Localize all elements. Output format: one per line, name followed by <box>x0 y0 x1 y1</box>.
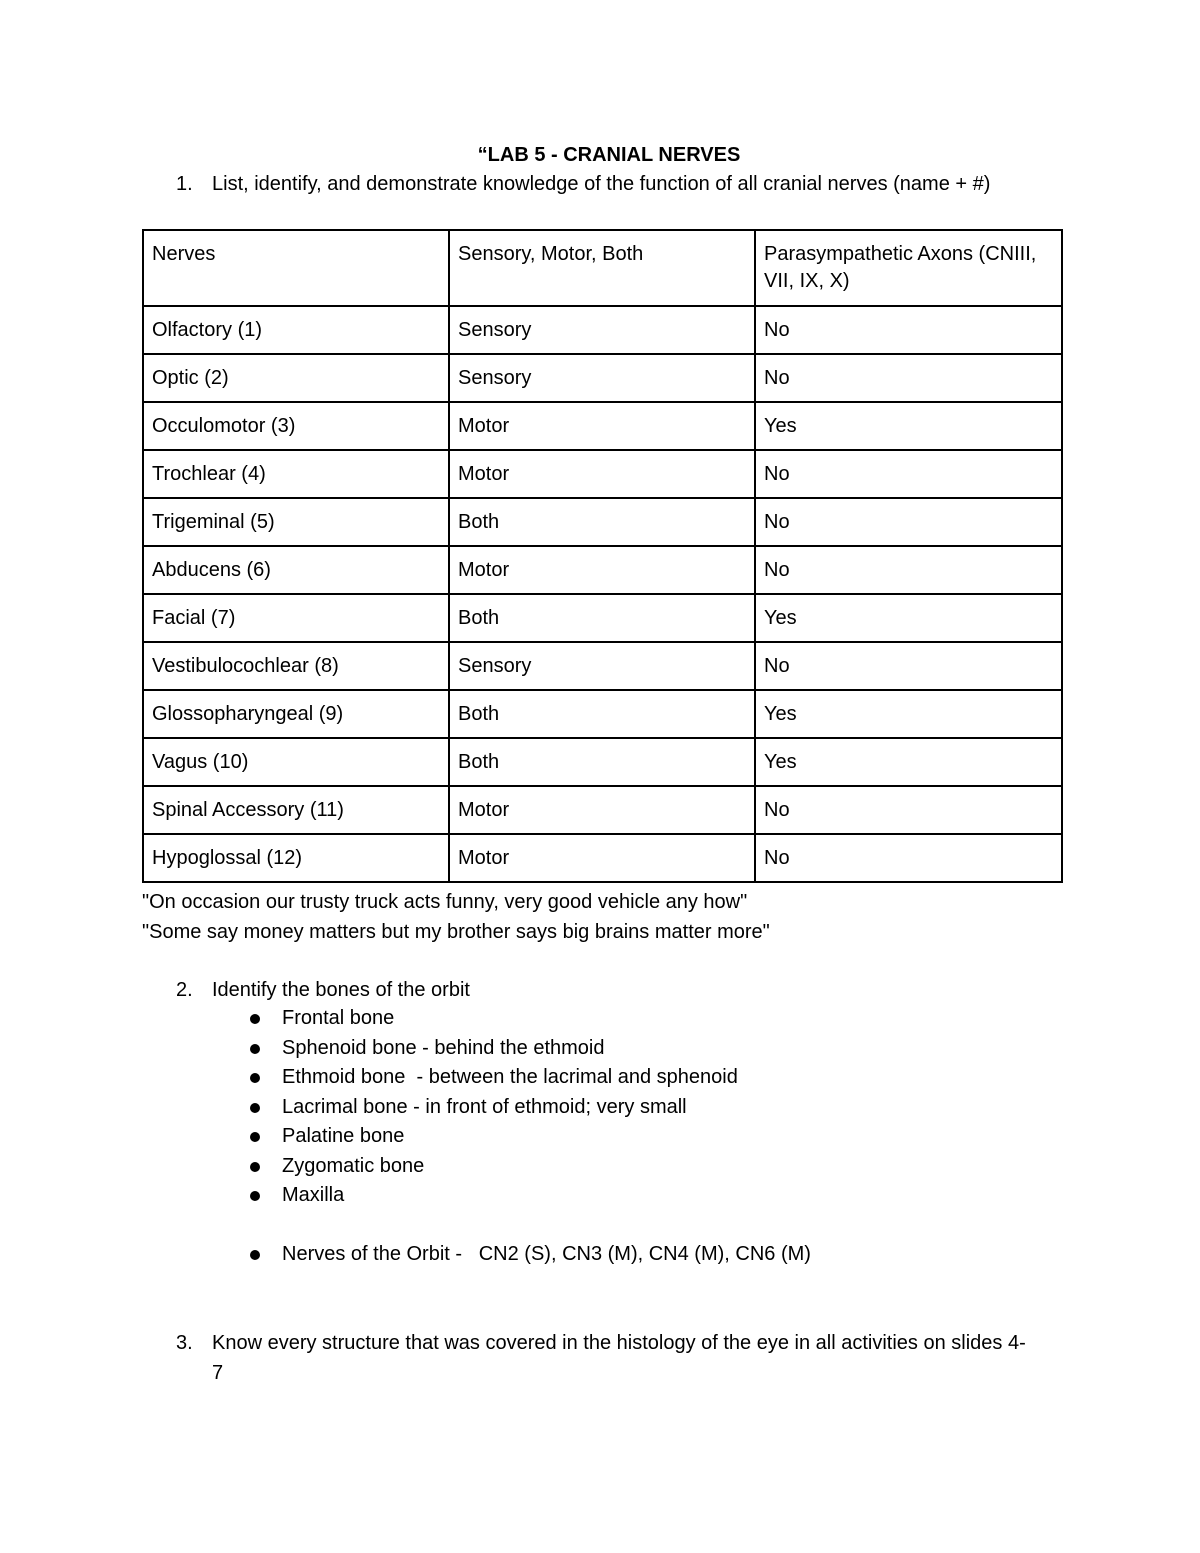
table-row <box>143 402 1062 450</box>
table-header-cell: Sensory, Motor, Both <box>449 230 755 306</box>
table-cell: Trigeminal (5) <box>143 498 449 546</box>
table-header-cell: Parasympathetic Axons (CNIII, VII, IX, X) <box>755 230 1062 306</box>
list-item: Maxilla <box>246 1181 811 1211</box>
table-cell: Yes <box>755 402 1062 450</box>
table-header-cell: Nerves <box>143 230 449 306</box>
table-cell: Sensory <box>449 354 755 402</box>
table-row <box>143 834 1062 882</box>
bullet-icon <box>250 1132 260 1142</box>
table-cell: Vagus (10) <box>143 738 449 786</box>
table-row <box>143 738 1062 786</box>
table-cell: Trochlear (4) <box>143 450 449 498</box>
list-item: Zygomatic bone <box>246 1152 811 1182</box>
table-cell: Olfactory (1) <box>143 306 449 354</box>
bullet-icon <box>250 1162 260 1172</box>
table-header-row <box>143 230 1062 306</box>
bullet-icon <box>250 1103 260 1113</box>
orbit-bones-list <box>246 1004 811 1269</box>
table-cell: Motor <box>449 546 755 594</box>
table-row <box>143 354 1062 402</box>
table-row <box>143 642 1062 690</box>
table-cell: No <box>755 786 1062 834</box>
bullet-icon <box>250 1044 260 1054</box>
table-row <box>143 450 1062 498</box>
list-number-2: 2. <box>176 979 193 1001</box>
table-cell: Motor <box>449 402 755 450</box>
table-cell: No <box>755 306 1062 354</box>
table-cell: No <box>755 498 1062 546</box>
bullet-icon <box>250 1250 260 1260</box>
bullet-icon <box>250 1191 260 1201</box>
table-cell: Hypoglossal (12) <box>143 834 449 882</box>
bullet-icon <box>250 1014 260 1024</box>
document-title: “LAB 5 - CRANIAL NERVES <box>477 144 741 166</box>
table-cell: Facial (7) <box>143 594 449 642</box>
table-cell: Yes <box>755 690 1062 738</box>
list-text-2: Identify the bones of the orbit <box>212 979 470 1001</box>
table-cell: Yes <box>755 594 1062 642</box>
list-item-2 <box>176 975 1076 1005</box>
table-row <box>143 690 1062 738</box>
list-item-orbit-nerves: Nerves of the Orbit - CN2 (S), CN3 (M), CN4 (M), CN6 (M) <box>246 1240 811 1270</box>
list-item: Frontal bone <box>246 1004 811 1034</box>
table-cell: No <box>755 450 1062 498</box>
table-cell: Sensory <box>449 306 755 354</box>
table-cell: Spinal Accessory (11) <box>143 786 449 834</box>
mnemonic-functions: "Some say money matters but my brother says big brains matter more" <box>142 921 770 943</box>
table-cell: No <box>755 546 1062 594</box>
list-item-1 <box>176 169 1076 199</box>
table-row <box>143 306 1062 354</box>
table-cell: Abducens (6) <box>143 546 449 594</box>
list-item: Sphenoid bone - behind the ethmoid <box>246 1034 811 1064</box>
table-cell: Both <box>449 594 755 642</box>
table-cell: Vestibulocochlear (8) <box>143 642 449 690</box>
list-number-3: 3. <box>176 1332 193 1354</box>
list-item: Palatine bone <box>246 1122 811 1152</box>
table-cell: Yes <box>755 738 1062 786</box>
table-cell: No <box>755 354 1062 402</box>
cranial-nerves-table <box>142 229 1063 883</box>
table-cell: Sensory <box>449 642 755 690</box>
bullet-icon <box>250 1073 260 1083</box>
list-item-3 <box>176 1328 1036 1388</box>
list-text-1: List, identify, and demonstrate knowledge of the function of all cranial nerves (name + #) <box>212 173 991 195</box>
table-cell: Motor <box>449 834 755 882</box>
table-cell: Motor <box>449 450 755 498</box>
table-cell: Optic (2) <box>143 354 449 402</box>
table-row <box>143 594 1062 642</box>
table-cell: Motor <box>449 786 755 834</box>
table-row <box>143 546 1062 594</box>
table-cell: No <box>755 834 1062 882</box>
table-row <box>143 498 1062 546</box>
table-cell: Glossopharyngeal (9) <box>143 690 449 738</box>
table-cell: Both <box>449 498 755 546</box>
table-cell: No <box>755 642 1062 690</box>
table-cell: Occulomotor (3) <box>143 402 449 450</box>
list-text-3: Know every structure that was covered in the histology of the eye in all activities on slides 4-7 <box>212 1332 1026 1384</box>
table-cell: Both <box>449 690 755 738</box>
table-row <box>143 786 1062 834</box>
mnemonic-names: "On occasion our trusty truck acts funny, very good vehicle any how" <box>142 891 748 913</box>
list-number-1: 1. <box>176 173 193 195</box>
table-cell: Both <box>449 738 755 786</box>
list-item: Lacrimal bone - in front of ethmoid; very small <box>246 1093 811 1123</box>
list-item: Ethmoid bone - between the lacrimal and sphenoid <box>246 1063 811 1093</box>
